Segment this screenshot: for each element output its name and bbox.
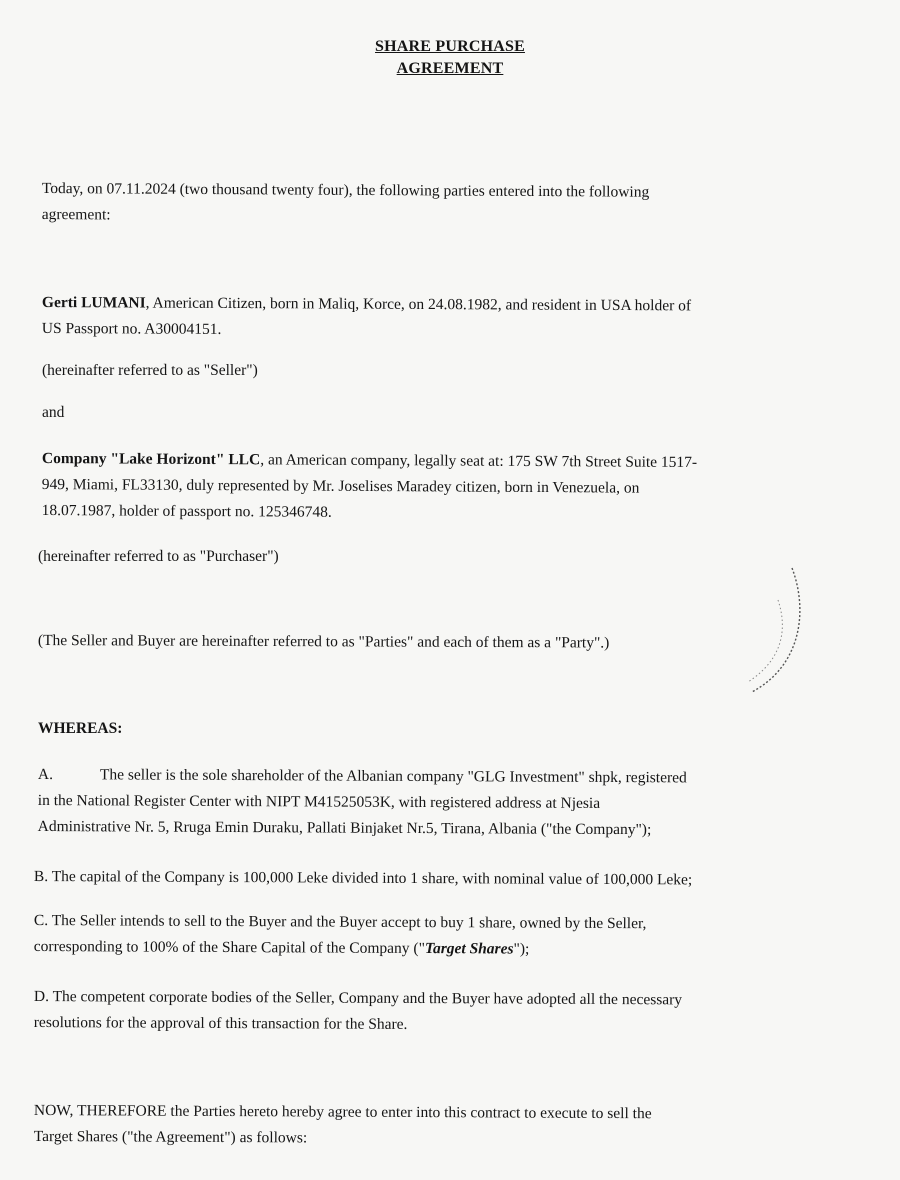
purchaser-line-1: , an American company, legally seat at: 175 SW 7th Street Suite 1517-: [260, 451, 698, 472]
clause-a-line-2: in the National Register Center with NIPT M41525053K, with registered address at Njesia: [37, 791, 601, 812]
whereas-heading: WHEREAS:: [38, 720, 123, 737]
title-line-1: SHARE PURCHASE: [375, 38, 525, 55]
clause-c-line-2-pre: corresponding to 100% of the Share Capital of the Company (": [33, 937, 425, 958]
clause-d-line-2: resolutions for the approval of this transaction for the Share.: [33, 1013, 408, 1033]
title-line-2: AGREEMENT: [396, 60, 504, 77]
clause-a-line-1: The seller is the sole shareholder of the Albanian company "GLG Investment" shpk, registered: [99, 766, 687, 787]
purchaser-name: Company "Lake Horizont" LLC: [41, 449, 261, 469]
now-therefore-line-1: the Parties hereto hereby agree to enter into this contract to execute to sell the: [166, 1102, 652, 1123]
seller-line-2: US Passport no. A30004151.: [41, 319, 222, 338]
intro-line-1: Today, on 07.11.2024 (two thousand twenty four), the following parties entered into the following: [41, 179, 650, 201]
purchaser-paragraph: [42, 446, 698, 528]
stamp-mark: [700, 560, 810, 700]
intro-line-2: agreement:: [41, 205, 111, 224]
seller-name: Gerti LUMANI: [41, 293, 146, 312]
seller-line-1: , American Citizen, born in Maliq, Korce, on 24.08.1982, and resident in USA holder of: [145, 294, 692, 315]
purchaser-line-2: 949, Miami, FL33130, duly represented by Mr. Joselises Maradey citizen, born in Venezuela, on: [41, 475, 640, 497]
now-therefore-lead: NOW, THEREFORE: [33, 1102, 167, 1120]
intro-paragraph: [42, 176, 650, 232]
parties-note: (The Seller and Buyer are hereinafter referred to as "Parties" and each of them as a "Party".): [37, 631, 610, 652]
clause-d: [34, 984, 682, 1039]
purchaser-referred: (hereinafter referred to as "Purchaser"): [38, 548, 279, 565]
clause-b: B. The capital of the Company is 100,000 Leke divided into 1 share, with nominal value of 100,000 Leke;: [33, 867, 693, 889]
clause-c-target-shares: Target Shares: [424, 940, 514, 958]
now-therefore-line-2: Target Shares ("the Agreement") as follows:: [33, 1127, 308, 1147]
clause-d-line-1: D. The competent corporate bodies of the Seller, Company and the Buyer have adopted all the necessary: [33, 987, 683, 1009]
and-word: and: [42, 404, 65, 421]
clause-a: [38, 762, 687, 843]
now-therefore-paragraph: [34, 1098, 652, 1153]
clause-c-line-2-post: ");: [513, 940, 530, 958]
seller-referred: (hereinafter referred to as "Seller"): [42, 362, 258, 379]
purchaser-line-3: 18.07.1987, holder of passport no. 125346748.: [41, 501, 332, 521]
clause-c-line-1: C. The Seller intends to sell to the Buyer and the Buyer accept to buy 1 share, owned by the Seller,: [33, 911, 647, 933]
clause-c: [34, 908, 647, 963]
clause-a-line-3: Administrative Nr. 5, Rruga Emin Duraku, Pallati Binjaket Nr.5, Tirana, Albania ("the Company");: [37, 817, 652, 839]
seller-paragraph: [42, 290, 691, 345]
clause-a-label: A.: [37, 765, 54, 784]
